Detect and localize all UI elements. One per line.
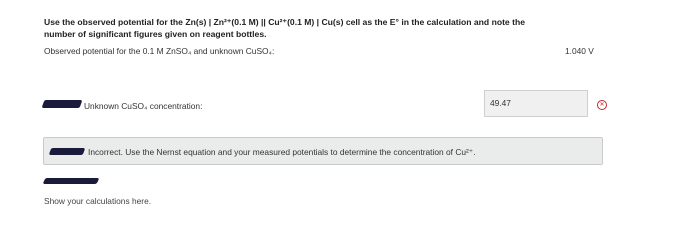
redaction-scribble [42, 100, 83, 108]
concentration-label: Unknown CuSO₄ concentration: [84, 101, 203, 111]
concentration-answer-input[interactable]: 49.47 [484, 90, 588, 117]
question-prompt [44, 16, 604, 40]
observed-potential-label: Observed potential for the 0.1 M ZnSO₄ and unknown CuSO₄: [44, 46, 275, 56]
feedback-box [43, 137, 603, 165]
calculations-label: Show your calculations here. [44, 196, 152, 206]
observed-potential-value: 1.040 V [565, 46, 594, 56]
incorrect-x-icon: ✕ [597, 100, 607, 110]
redaction-scribble [43, 178, 100, 184]
question-prompt-line-1: Use the observed potential for the Zn(s) | Zn²⁺(0.1 M) || Cu²⁺(0.1 M) | Cu(s) cell as the E° in the calculation and note the [44, 17, 525, 27]
feedback-text: Incorrect. Use the Nernst equation and your measured potentials to determine the concentration of Cu²⁺. [88, 147, 476, 157]
question-prompt-line-2: number of significant figures given on reagent bottles. [44, 29, 267, 39]
redaction-scribble [49, 148, 86, 155]
